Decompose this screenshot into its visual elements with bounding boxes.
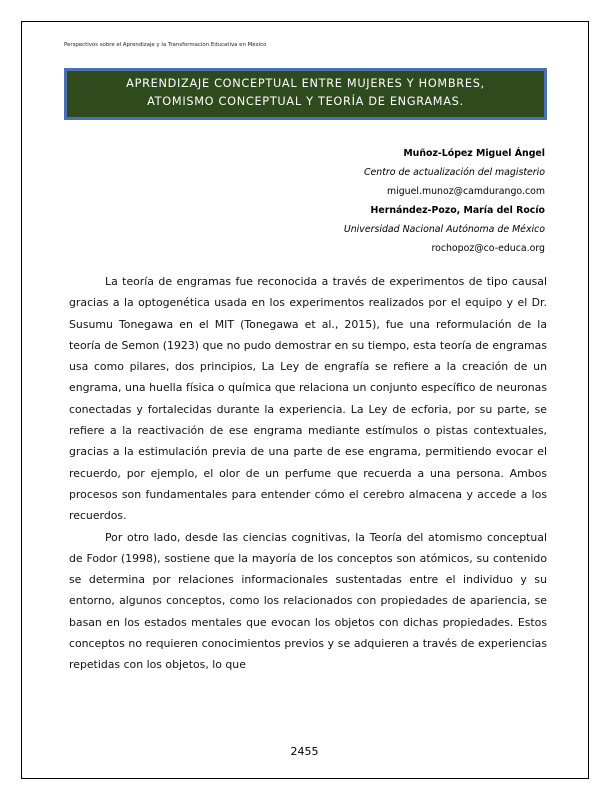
title-line-2: ATOMISMO CONCEPTUAL Y TEORÍA DE ENGRAMAS. (147, 95, 464, 108)
body-paragraph: La teoría de engramas fue reconocida a través de experimentos de tipo causal gracias a la optogenética usada en los experimentos realizados por el equipo y el Dr. Susumu Tonegawa en el MIT (Tonegawa et al., 2015), fue una reformulación de la teoría de Semon (1923) que no pudo demostrar en su tiempo, esta teoría de engramas usa como pilares, dos principios, La Ley de engrafía se refiere a la creación de un engrama, una huella física o química que relaciona un conjunto específico de neuronas conectadas y fortalecidas durante la experiencia. La Ley de ecforia, por su parte, se refiere a la reactivación de ese engrama mediante estímulos o pistas contextuales, gracias a la estimulación previa de una parte de ese engrama, permitiendo evocar el recuerdo, por ejemplo, el olor de un perfume que recuerda a una persona. Ambos procesos son fundamentales para entender cómo el cerebro almacena y accede a los recuerdos. (69, 275, 547, 523)
body-paragraph: Por otro lado, desde las ciencias cognitivas, la Teoría del atomismo conceptual de Fodor (1998), sostiene que la mayoría de los conceptos son atómicos, su contenido se determina por relaciones informacionales sustentadas entre el individuo y su entorno, algunos conceptos, como los relacionados con propiedades de apariencia, se basan en los estados mentales que evocan los objetos con dichas propiedades. Estos conceptos no requieren conocimientos previos y se adquieren a través de experiencias repetidas con los objetos, lo que (69, 530, 547, 672)
author-email: miguel.munoz@camdurango.com (386, 186, 545, 197)
title-line-1: APRENDIZAJE CONCEPTUAL ENTRE MUJERES Y HOMBRES, (126, 77, 485, 90)
author-name: Muñoz-López Miguel Ángel (403, 148, 545, 159)
body-text (69, 271, 547, 676)
author-institution: Centro de actualización del magisterio (363, 167, 545, 178)
author-block (344, 144, 545, 258)
author-institution: Universidad Nacional Autónoma de México (343, 224, 545, 235)
author-name: Hernández-Pozo, María del Rocío (370, 205, 545, 216)
running-header: Perspectivos sobre el Aprendizaje y la Transformación Educativa en México (64, 42, 267, 48)
page-number: 2455 (290, 745, 319, 758)
author-email: rochopoz@co-educa.org (431, 243, 545, 254)
title-banner (64, 68, 547, 120)
